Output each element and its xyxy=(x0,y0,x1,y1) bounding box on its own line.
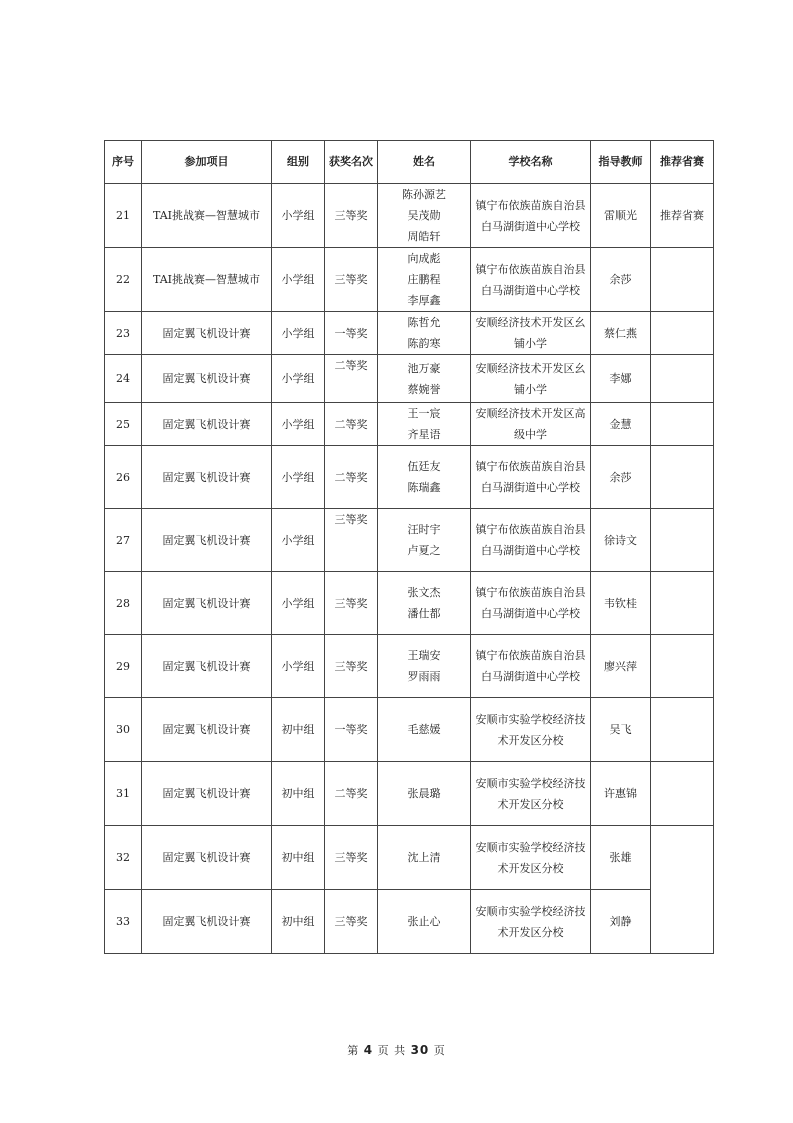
table-row xyxy=(105,248,714,312)
cell-award: 二等奖 xyxy=(325,762,378,826)
cell-index: 29 xyxy=(105,635,142,698)
cell-award: 二等奖 xyxy=(325,446,378,509)
cell-school: 镇宁布依族苗族自治县白马湖街道中心学校 xyxy=(471,509,591,572)
cell-project: 固定翼飞机设计赛 xyxy=(142,826,272,890)
cell-names: 伍廷友 陈瑞鑫 xyxy=(378,446,471,509)
cell-project: 固定翼飞机设计赛 xyxy=(142,355,272,403)
cell-teacher: 雷顺光 xyxy=(591,184,651,248)
cell-group: 小学组 xyxy=(272,312,325,355)
cell-names: 毛慈媛 xyxy=(378,698,471,762)
footer-suffix: 页 xyxy=(433,1044,446,1057)
table-row xyxy=(105,698,714,762)
table-row xyxy=(105,826,714,890)
cell-award: 三等奖 xyxy=(325,184,378,248)
cell-group: 小学组 xyxy=(272,248,325,312)
cell-award: 三等奖 xyxy=(325,826,378,890)
cell-school: 镇宁布依族苗族自治县白马湖街道中心学校 xyxy=(471,184,591,248)
cell-award: 三等奖 xyxy=(325,635,378,698)
header-school: 学校名称 xyxy=(471,141,591,184)
cell-teacher: 吴飞 xyxy=(591,698,651,762)
cell-project: 固定翼飞机设计赛 xyxy=(142,572,272,635)
cell-recommend xyxy=(651,403,714,446)
cell-award: 一等奖 xyxy=(325,312,378,355)
table-row xyxy=(105,184,714,248)
cell-names: 张文杰 潘仕都 xyxy=(378,572,471,635)
current-page-number: 4 xyxy=(363,1043,374,1057)
cell-school: 安顺经济技术开发区高级中学 xyxy=(471,403,591,446)
cell-group: 小学组 xyxy=(272,355,325,403)
cell-award: 一等奖 xyxy=(325,698,378,762)
cell-group: 初中组 xyxy=(272,762,325,826)
table-row xyxy=(105,890,714,954)
header-names: 姓名 xyxy=(378,141,471,184)
cell-group: 小学组 xyxy=(272,446,325,509)
cell-award: 三等奖 xyxy=(325,890,378,954)
table-row xyxy=(105,312,714,355)
table-row xyxy=(105,355,714,403)
cell-group: 初中组 xyxy=(272,698,325,762)
cell-school: 镇宁布依族苗族自治县白马湖街道中心学校 xyxy=(471,572,591,635)
cell-recommend xyxy=(651,509,714,572)
cell-group: 初中组 xyxy=(272,826,325,890)
cell-teacher: 余莎 xyxy=(591,248,651,312)
cell-recommend xyxy=(651,635,714,698)
cell-project: 固定翼飞机设计赛 xyxy=(142,635,272,698)
cell-school: 镇宁布依族苗族自治县白马湖街道中心学校 xyxy=(471,635,591,698)
cell-teacher: 张雄 xyxy=(591,826,651,890)
cell-award: 二等奖 xyxy=(325,403,378,446)
footer-prefix: 第 xyxy=(347,1044,360,1057)
header-row xyxy=(105,141,714,184)
cell-index: 31 xyxy=(105,762,142,826)
cell-teacher: 刘静 xyxy=(591,890,651,954)
cell-project: TAI挑战赛—智慧城市 xyxy=(142,248,272,312)
cell-project: 固定翼飞机设计赛 xyxy=(142,890,272,954)
cell-project: 固定翼飞机设计赛 xyxy=(142,698,272,762)
cell-names: 王瑞安 罗雨雨 xyxy=(378,635,471,698)
cell-project: 固定翼飞机设计赛 xyxy=(142,403,272,446)
cell-group: 初中组 xyxy=(272,890,325,954)
cell-school: 安顺经济技术开发区幺铺小学 xyxy=(471,355,591,403)
awards-table xyxy=(104,140,714,954)
cell-teacher: 韦钦桂 xyxy=(591,572,651,635)
header-teacher: 指导教师 xyxy=(591,141,651,184)
header-index: 序号 xyxy=(105,141,142,184)
cell-teacher: 李娜 xyxy=(591,355,651,403)
cell-group: 小学组 xyxy=(272,509,325,572)
cell-recommend xyxy=(651,355,714,403)
cell-names: 池万豪 蔡婉誉 xyxy=(378,355,471,403)
cell-index: 27 xyxy=(105,509,142,572)
cell-recommend xyxy=(651,826,714,954)
header-group: 组别 xyxy=(272,141,325,184)
cell-names: 王一宸 齐星语 xyxy=(378,403,471,446)
cell-recommend xyxy=(651,572,714,635)
cell-group: 小学组 xyxy=(272,635,325,698)
cell-names: 陈孙源艺 吴茂勋 周皓轩 xyxy=(378,184,471,248)
cell-recommend xyxy=(651,698,714,762)
cell-teacher: 蔡仁燕 xyxy=(591,312,651,355)
cell-school: 镇宁布依族苗族自治县白马湖街道中心学校 xyxy=(471,248,591,312)
cell-award: 三等奖 xyxy=(325,572,378,635)
cell-teacher: 徐诗文 xyxy=(591,509,651,572)
cell-teacher: 金慧 xyxy=(591,403,651,446)
cell-school: 安顺市实验学校经济技术开发区分校 xyxy=(471,890,591,954)
cell-recommend xyxy=(651,762,714,826)
table-row xyxy=(105,572,714,635)
cell-school: 安顺经济技术开发区幺铺小学 xyxy=(471,312,591,355)
cell-index: 24 xyxy=(105,355,142,403)
footer-middle: 页 共 xyxy=(377,1044,407,1057)
cell-names: 张止心 xyxy=(378,890,471,954)
cell-project: 固定翼飞机设计赛 xyxy=(142,446,272,509)
cell-project: TAI挑战赛—智慧城市 xyxy=(142,184,272,248)
cell-teacher: 廖兴萍 xyxy=(591,635,651,698)
page-footer xyxy=(0,1042,793,1058)
cell-group: 小学组 xyxy=(272,403,325,446)
header-recommend: 推荐省赛 xyxy=(651,141,714,184)
total-page-count: 30 xyxy=(410,1043,430,1057)
cell-school: 安顺市实验学校经济技术开发区分校 xyxy=(471,698,591,762)
cell-group: 小学组 xyxy=(272,184,325,248)
cell-project: 固定翼飞机设计赛 xyxy=(142,312,272,355)
cell-award: 二等奖 xyxy=(325,355,378,403)
cell-names: 陈哲允 陈韵寒 xyxy=(378,312,471,355)
cell-school: 安顺市实验学校经济技术开发区分校 xyxy=(471,826,591,890)
cell-index: 30 xyxy=(105,698,142,762)
cell-award: 三等奖 xyxy=(325,248,378,312)
cell-award: 三等奖 xyxy=(325,509,378,572)
cell-index: 22 xyxy=(105,248,142,312)
cell-index: 23 xyxy=(105,312,142,355)
cell-recommend: 推荐省赛 xyxy=(651,184,714,248)
table-row xyxy=(105,635,714,698)
cell-index: 33 xyxy=(105,890,142,954)
cell-names: 张晨璐 xyxy=(378,762,471,826)
cell-project: 固定翼飞机设计赛 xyxy=(142,509,272,572)
cell-teacher: 许惠锦 xyxy=(591,762,651,826)
header-award: 获奖名次 xyxy=(325,141,378,184)
cell-teacher: 余莎 xyxy=(591,446,651,509)
cell-index: 26 xyxy=(105,446,142,509)
cell-group: 小学组 xyxy=(272,572,325,635)
table-row xyxy=(105,509,714,572)
cell-index: 32 xyxy=(105,826,142,890)
cell-names: 沈上清 xyxy=(378,826,471,890)
header-project: 参加项目 xyxy=(142,141,272,184)
cell-recommend xyxy=(651,248,714,312)
cell-school: 镇宁布依族苗族自治县白马湖街道中心学校 xyxy=(471,446,591,509)
cell-project: 固定翼飞机设计赛 xyxy=(142,762,272,826)
cell-index: 25 xyxy=(105,403,142,446)
cell-recommend xyxy=(651,312,714,355)
table-row xyxy=(105,403,714,446)
cell-index: 21 xyxy=(105,184,142,248)
cell-school: 安顺市实验学校经济技术开发区分校 xyxy=(471,762,591,826)
table-row xyxy=(105,762,714,826)
cell-names: 向成彪 庄鹏程 李厚鑫 xyxy=(378,248,471,312)
cell-recommend xyxy=(651,446,714,509)
cell-index: 28 xyxy=(105,572,142,635)
table-row xyxy=(105,446,714,509)
cell-names: 汪时宇 卢夏之 xyxy=(378,509,471,572)
